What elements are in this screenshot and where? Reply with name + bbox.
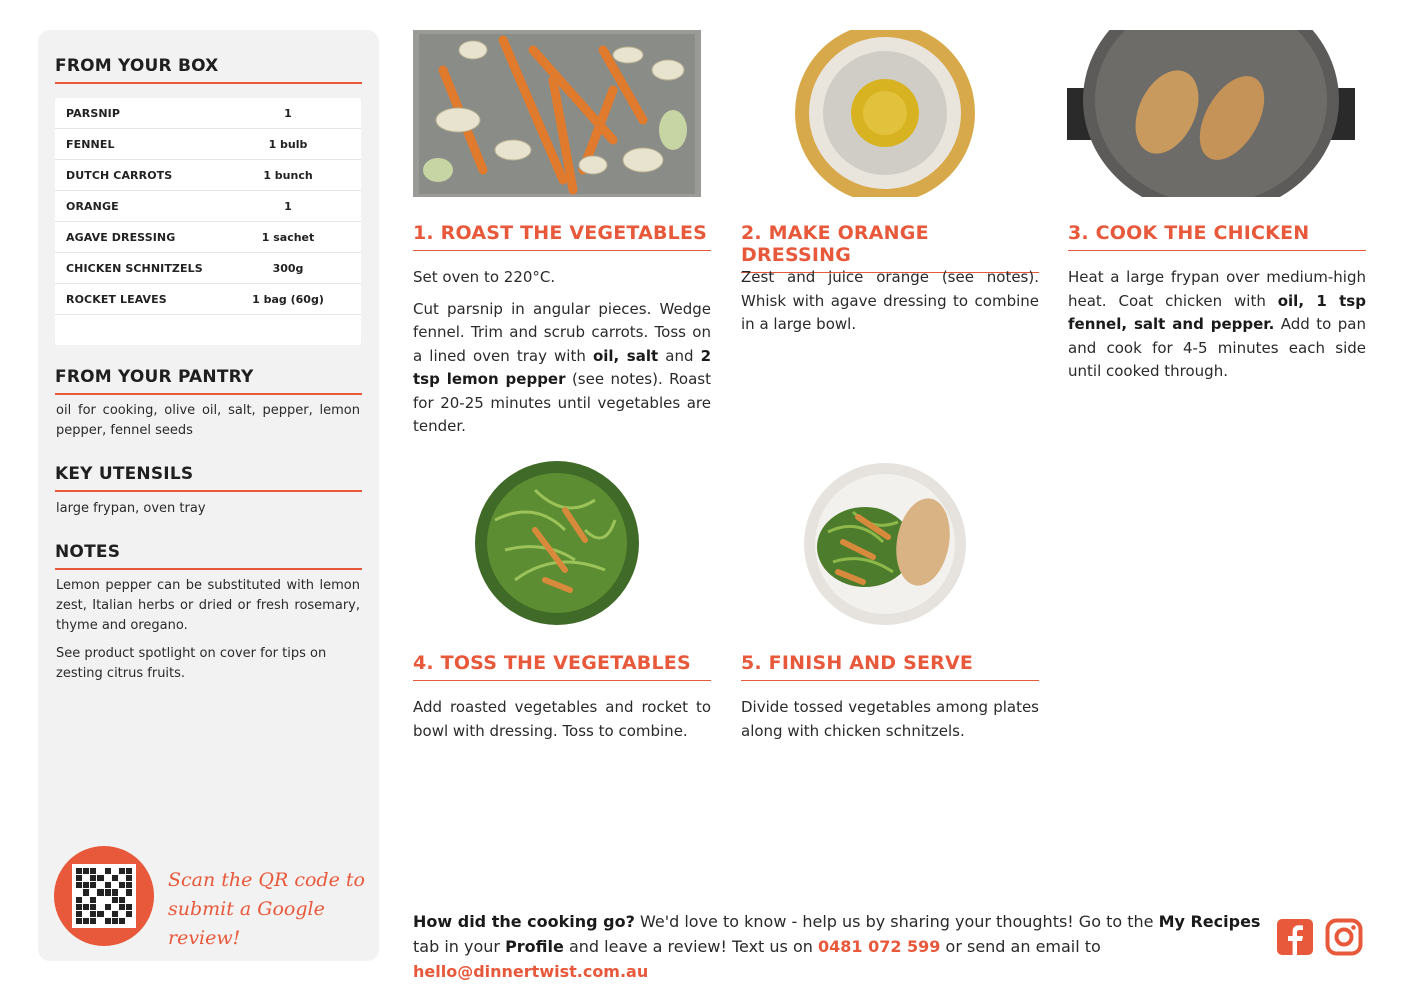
table-row: [55, 191, 361, 222]
ingredient-qty: 1 bunch: [263, 168, 313, 182]
step-4-title: 4. TOSS THE VEGETABLES: [413, 652, 711, 681]
my-recipes-label: My Recipes: [1158, 912, 1261, 931]
step-5-title: 5. FINISH AND SERVE: [741, 652, 1039, 681]
ingredient-name: FENNEL: [66, 137, 115, 151]
box-heading: FROM YOUR BOX: [55, 56, 362, 84]
utensils-text: large frypan, oven tray: [56, 501, 206, 516]
table-row: [55, 160, 361, 191]
qr-caption: [168, 866, 368, 953]
step-4-text: Add roasted vegetables and rocket to bowl with dressing. Toss to combine.: [413, 698, 711, 740]
instagram-icon[interactable]: [1325, 918, 1363, 956]
orange-dressing-photo: [794, 30, 976, 197]
qr-caption-line-2: submit a Google review!: [168, 898, 325, 949]
ingredient-qty: 1 sachet: [261, 230, 315, 244]
table-row: [55, 129, 361, 160]
ingredient-qty: 1: [284, 106, 292, 120]
notes-heading: NOTES: [55, 542, 362, 570]
step-1-text-2: Cut parsnip in angular pieces. Wedge fennel. Trim and scrub carrots. Toss on a lined oven tray with oil, salt and 2 tsp lemon pepper (see notes). Roast for 20-25 minutes until vegetables are tender.: [413, 299, 712, 435]
ingredient-name: DUTCH CARROTS: [66, 168, 173, 182]
footer-question: How did the cooking go?: [413, 912, 635, 931]
notes-text-2: See product spotlight on cover for tips on zesting citrus fruits.: [56, 646, 327, 681]
qr-caption-line-1: Scan the QR code to: [168, 869, 365, 891]
step-1-text-1: Set oven to 220°C.: [413, 268, 556, 286]
step-1-title: 1. ROAST THE VEGETABLES: [413, 222, 711, 251]
ingredient-name: ROCKET LEAVES: [66, 292, 167, 306]
profile-label: Profile: [505, 937, 564, 956]
review-footer: How did the cooking go? We'd love to know - help us by sharing your thoughts! Go to the My Recipes tab in your Profile and leave a review! Text us on 0481 072 599 or send an email to hello@dinnertwist.com.au: [413, 912, 1261, 981]
pantry-text: oil for cooking, olive oil, salt, pepper, lemon pepper, fennel seeds: [56, 403, 360, 438]
step-2-title: 2. MAKE ORANGE DRESSING: [741, 222, 1039, 273]
ingredient-name: ORANGE: [66, 199, 119, 213]
utensils-heading: KEY UTENSILS: [55, 464, 362, 492]
step-5-body: [741, 696, 1039, 751]
finished-plate-photo: [803, 462, 967, 626]
facebook-icon[interactable]: [1276, 918, 1314, 956]
qr-code: [72, 864, 136, 928]
ingredient-name: AGAVE DRESSING: [66, 230, 176, 244]
ingredient-qty: 1 bag (60g): [252, 292, 324, 306]
ingredient-name: PARSNIP: [66, 106, 121, 120]
table-row: [55, 222, 361, 253]
phone-link[interactable]: 0481 072 599: [817, 937, 941, 956]
email-link[interactable]: hello@dinnertwist.com.au: [413, 962, 649, 981]
step-3-title: 3. COOK THE CHICKEN: [1068, 222, 1366, 251]
table-row: [55, 98, 361, 129]
ingredient-qty: 1: [284, 199, 292, 213]
box-ingredients-table: [55, 98, 361, 345]
roast-vegetables-photo: [413, 30, 701, 197]
ingredient-name: CHICKEN SCHNITZELS: [66, 261, 203, 275]
table-row: [55, 284, 361, 315]
ingredient-qty: 300g: [272, 261, 304, 275]
ingredient-qty: 1 bulb: [268, 137, 308, 151]
step-5-text: Divide tossed vegetables among plates along with chicken schnitzels.: [741, 698, 1039, 740]
toss-vegetables-photo: [475, 460, 639, 626]
step-3-text: Heat a large frypan over medium-high heat. Coat chicken with oil, 1 tsp fennel, salt and pepper. Add to pan and cook for 4-5 minutes each side until cooked through.: [1068, 268, 1366, 380]
step-2-body: [741, 266, 1039, 345]
step-2-text: Zest and juice orange (see notes). Whisk with agave dressing to combine in a large bowl.: [741, 268, 1039, 333]
ingredients-sidebar: [38, 30, 379, 961]
cook-chicken-photo: [1067, 30, 1355, 197]
step-1-body: [413, 266, 711, 447]
notes-text-1: Lemon pepper can be substituted with lemon zest, Italian herbs or dried or fresh rosemary, thyme and oregano.: [56, 578, 360, 633]
step-3-body: [1068, 266, 1366, 392]
pantry-heading: FROM YOUR PANTRY: [55, 367, 362, 395]
step-4-body: [413, 696, 711, 751]
qr-code-icon[interactable]: [54, 846, 154, 946]
table-row: [55, 253, 361, 284]
